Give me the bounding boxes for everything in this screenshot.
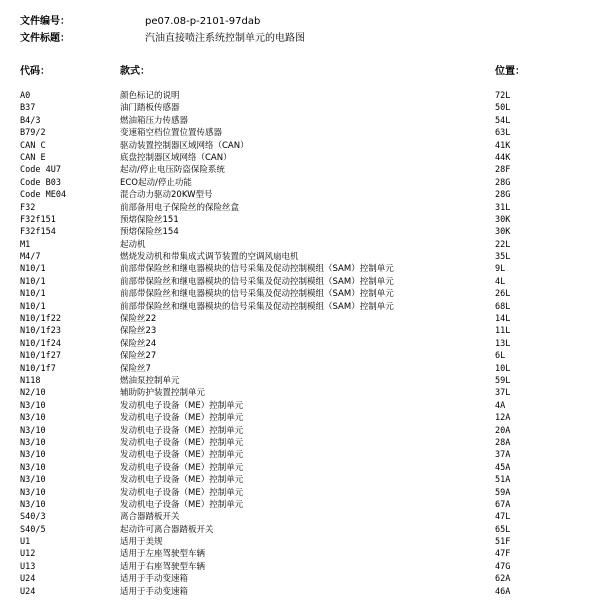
row-position: 45A <box>495 462 511 473</box>
row-code: U24 <box>20 586 36 597</box>
row-code: N10/1f24 <box>20 338 61 349</box>
table-row <box>20 152 590 164</box>
table-row <box>20 263 590 275</box>
row-code: U1 <box>20 537 31 548</box>
table-row <box>20 474 590 486</box>
row-description: 保险丝22 <box>120 314 157 325</box>
table-row <box>20 462 590 474</box>
row-description: 前部带保险丝和继电器模块的信号采集及促动控制模组（SAM）控制单元 <box>120 301 394 312</box>
table-row <box>20 214 590 226</box>
row-code: N3/10 <box>20 487 46 498</box>
table-row <box>20 313 590 325</box>
row-description: 前部备用电子保险丝的保险丝盒 <box>120 202 240 213</box>
table-row <box>20 536 590 548</box>
row-position: 65L <box>495 524 511 535</box>
table-row <box>20 189 590 201</box>
table-row <box>20 449 590 461</box>
row-code: U13 <box>20 561 36 572</box>
row-position: 50L <box>495 103 511 114</box>
row-position: 10L <box>495 363 511 374</box>
doc-number-value: pe07.08-p-2101-97dab <box>145 16 261 27</box>
row-code: N3/10 <box>20 437 46 448</box>
row-code: N2/10 <box>20 388 46 399</box>
row-code: M4/7 <box>20 252 41 263</box>
row-position: 72L <box>495 91 511 101</box>
row-code: Code 4U7 <box>20 165 61 176</box>
row-description: 前部带保险丝和继电器模块的信号采集及促动控制模组（SAM）控制单元 <box>120 276 394 287</box>
row-position: 9L <box>495 264 506 275</box>
row-code: N3/10 <box>20 475 46 486</box>
row-description: 发动机电子设备（ME）控制单元 <box>120 400 244 411</box>
row-description: 起动许可离合器踏板开关 <box>120 524 214 535</box>
row-code: N3/10 <box>20 450 46 461</box>
row-position: 20A <box>495 425 511 436</box>
table-row <box>20 350 590 362</box>
doc-title-label: 文件标题： <box>20 33 70 44</box>
doc-title-value: 汽油直接喷注系统控制单元的电路图 <box>145 33 305 44</box>
row-description: 油门踏板传感器 <box>120 103 180 114</box>
row-code: U12 <box>20 549 36 560</box>
row-description: 燃烧发动机和带集成式调节装置的空调风扇电机 <box>120 252 299 263</box>
row-code: A0 <box>20 91 31 101</box>
table-row <box>20 276 590 288</box>
row-description: 燃油箱压力传感器 <box>120 115 189 126</box>
row-code: N3/10 <box>20 413 46 424</box>
row-code: F32f151 <box>20 214 56 225</box>
row-code: M1 <box>20 239 31 250</box>
table-row <box>20 301 590 313</box>
row-position: 14L <box>495 314 511 325</box>
row-code: CAN E <box>20 152 46 163</box>
row-code: N3/10 <box>20 499 46 510</box>
table-row <box>20 375 590 387</box>
column-header-model: 款式： <box>120 66 150 77</box>
row-position: 22L <box>495 239 511 250</box>
row-position: 28A <box>495 437 511 448</box>
row-code: N3/10 <box>20 400 46 411</box>
row-code: N10/1 <box>20 264 46 275</box>
row-position: 44K <box>495 152 511 163</box>
row-description: 离合器踏板开关 <box>120 512 180 523</box>
row-description: 起动机 <box>120 239 146 250</box>
row-position: 59A <box>495 487 511 498</box>
row-position: 54L <box>495 115 511 126</box>
row-position: 28G <box>495 177 511 188</box>
row-position: 51F <box>495 537 511 548</box>
row-code: B37 <box>20 103 36 114</box>
row-description: 发动机电子设备（ME）控制单元 <box>120 413 244 424</box>
row-position: 4L <box>495 276 506 287</box>
row-code: S40/5 <box>20 524 46 535</box>
row-code: S40/3 <box>20 512 46 523</box>
table-row <box>20 387 590 399</box>
row-code: N118 <box>20 375 41 386</box>
row-position: 6L <box>495 351 506 362</box>
row-description: 发动机电子设备（ME）控制单元 <box>120 475 244 486</box>
table-row <box>20 288 590 300</box>
row-description: 保险丝23 <box>120 326 157 337</box>
table-row <box>20 499 590 511</box>
table-row <box>20 338 590 350</box>
row-description: 适用于美规 <box>120 537 163 548</box>
row-code: N10/1f23 <box>20 326 61 337</box>
table-row <box>20 487 590 499</box>
row-position: 67A <box>495 499 511 510</box>
table-row <box>20 90 590 102</box>
row-description: 起动/停止电压防盗保险系统 <box>120 165 225 176</box>
row-position: 30K <box>495 214 511 225</box>
table-row <box>20 573 590 585</box>
row-code: F32f154 <box>20 227 56 238</box>
row-position: 47G <box>495 561 511 572</box>
table-row <box>20 251 590 263</box>
row-code: Code B03 <box>20 177 61 188</box>
table-row <box>20 177 590 189</box>
row-position: 47F <box>495 549 511 560</box>
table-row <box>20 239 590 251</box>
row-position: 41K <box>495 140 511 151</box>
component-table <box>20 90 590 598</box>
row-code: B4/3 <box>20 115 41 126</box>
row-position: 28F <box>495 165 511 176</box>
doc-number-label: 文件编号： <box>20 16 70 27</box>
row-description: 驱动装置控制器区域网络（CAN） <box>120 140 249 151</box>
row-position: 35L <box>495 252 511 263</box>
row-code: F32 <box>20 202 36 213</box>
row-position: 47L <box>495 512 511 523</box>
row-code: U24 <box>20 574 36 585</box>
row-code: N3/10 <box>20 425 46 436</box>
row-description: 适用于左座驾驶型车辆 <box>120 549 206 560</box>
row-position: 28G <box>495 190 511 201</box>
row-code: N10/1f27 <box>20 351 61 362</box>
table-row <box>20 164 590 176</box>
row-position: 26L <box>495 289 511 300</box>
row-description: 辅助防护装置控制单元 <box>120 388 206 399</box>
row-code: N10/1 <box>20 276 46 287</box>
row-code: N10/1 <box>20 301 46 312</box>
row-code: B79/2 <box>20 128 46 139</box>
row-position: 13L <box>495 338 511 349</box>
row-description: 发动机电子设备（ME）控制单元 <box>120 425 244 436</box>
table-row <box>20 437 590 449</box>
row-description: 发动机电子设备（ME）控制单元 <box>120 462 244 473</box>
row-description: 变速箱空档位置位置传感器 <box>120 128 223 139</box>
table-row <box>20 425 590 437</box>
table-row <box>20 561 590 573</box>
row-description: 混合动力驱动20KW型号 <box>120 190 213 201</box>
row-description: 预熔保险丝154 <box>120 227 179 238</box>
row-description: 发动机电子设备（ME）控制单元 <box>120 437 244 448</box>
row-position: 12A <box>495 413 511 424</box>
row-code: N10/1f7 <box>20 363 56 374</box>
row-code: N3/10 <box>20 462 46 473</box>
table-row <box>20 548 590 560</box>
table-row <box>20 400 590 412</box>
table-row <box>20 115 590 127</box>
table-row <box>20 226 590 238</box>
row-code: CAN C <box>20 140 46 151</box>
row-code: N10/1f22 <box>20 314 61 325</box>
row-description: 底盘控制器区域网络（CAN） <box>120 152 232 163</box>
table-row <box>20 412 590 424</box>
table-row <box>20 325 590 337</box>
column-header-code: 代码： <box>20 66 50 77</box>
column-header-position: 位置： <box>495 66 525 77</box>
row-description: ECO起动/停止功能 <box>120 177 192 188</box>
table-row <box>20 524 590 536</box>
row-description: 适用于右座驾驶型车辆 <box>120 561 206 572</box>
row-position: 59L <box>495 375 511 386</box>
table-row <box>20 127 590 139</box>
row-position: 62A <box>495 574 511 585</box>
row-description: 适用于手动变速箱 <box>120 574 189 585</box>
table-row <box>20 586 590 598</box>
row-position: 68L <box>495 301 511 312</box>
row-code: N10/1 <box>20 289 46 300</box>
row-description: 适用于手动变速箱 <box>120 586 189 597</box>
row-description: 前部带保险丝和继电器模块的信号采集及促动控制模组（SAM）控制单元 <box>120 264 394 275</box>
table-row <box>20 102 590 114</box>
row-position: 46A <box>495 586 511 597</box>
table-row <box>20 511 590 523</box>
row-description: 保险丝27 <box>120 351 157 362</box>
row-position: 4A <box>495 400 506 411</box>
table-row <box>20 140 590 152</box>
row-position: 11L <box>495 326 511 337</box>
row-description: 发动机电子设备（ME）控制单元 <box>120 499 244 510</box>
row-code: Code ME04 <box>20 190 67 201</box>
row-description: 保险丝7 <box>120 363 151 374</box>
row-description: 发动机电子设备（ME）控制单元 <box>120 450 244 461</box>
row-description: 燃油泵控制单元 <box>120 375 180 386</box>
row-position: 37L <box>495 388 511 399</box>
row-position: 30K <box>495 227 511 238</box>
table-row <box>20 363 590 375</box>
row-position: 37A <box>495 450 511 461</box>
row-description: 前部带保险丝和继电器模块的信号采集及促动控制模组（SAM）控制单元 <box>120 289 394 300</box>
row-description: 保险丝24 <box>120 338 157 349</box>
row-position: 31L <box>495 202 511 213</box>
row-description: 颜色标记的说明 <box>120 91 180 101</box>
row-description: 预熔保险丝151 <box>120 214 179 225</box>
row-position: 51A <box>495 475 511 486</box>
row-description: 发动机电子设备（ME）控制单元 <box>120 487 244 498</box>
row-position: 63L <box>495 128 511 139</box>
table-row <box>20 202 590 214</box>
